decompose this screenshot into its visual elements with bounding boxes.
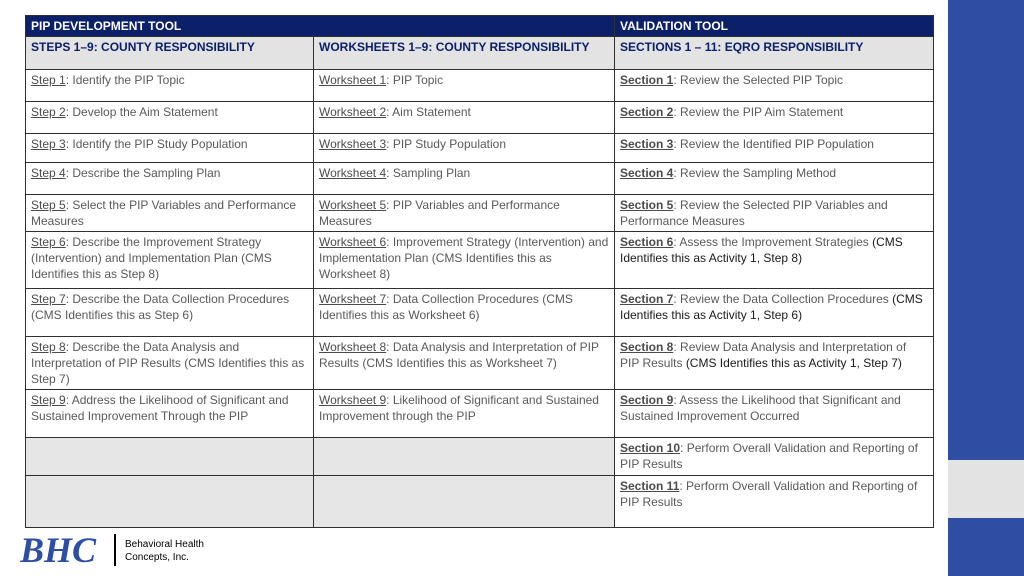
step-text: : Describe the Sampling Plan xyxy=(65,166,221,180)
step-cell xyxy=(26,390,314,438)
steps-column-header: STEPS 1–9: COUNTY RESPONSIBILITY xyxy=(26,37,314,70)
section-cell xyxy=(615,232,934,289)
table-row xyxy=(26,195,934,232)
worksheet-cell xyxy=(314,390,615,438)
section-link[interactable]: Section 5 xyxy=(620,198,674,212)
step-text: : Select the PIP Variables and Performance Measures xyxy=(31,198,297,228)
step-cell xyxy=(26,195,314,232)
step-link[interactable]: Step 5 xyxy=(31,198,66,212)
section-cms-note: (CMS Identifies this as Activity 1, Step 8) xyxy=(620,235,903,265)
company-name-line2: Concepts, Inc. xyxy=(125,552,189,563)
section-cell xyxy=(615,390,934,438)
empty-step-cell xyxy=(26,476,314,528)
worksheet-cell xyxy=(314,232,615,289)
bhc-logo-text: BHC xyxy=(20,530,97,568)
worksheet-cell xyxy=(314,70,615,102)
section-text: : Perform Overall Validation and Reporting of PIP Results xyxy=(620,441,918,471)
step-cell xyxy=(26,337,314,390)
table-row xyxy=(26,232,934,289)
section-link[interactable]: Section 6 xyxy=(620,235,674,249)
step-link[interactable]: Step 4 xyxy=(31,166,66,180)
table-row xyxy=(26,289,934,337)
step-link[interactable]: Step 6 xyxy=(31,235,66,249)
worksheet-link[interactable]: Worksheet 8 xyxy=(319,340,387,354)
worksheet-cell xyxy=(314,102,615,134)
worksheet-text: : Likelihood of Significant and Sustained Improvement through the PIP xyxy=(319,393,599,423)
section-text: : Assess the Improvement Strategies xyxy=(673,235,873,249)
step-text: : Describe the Improvement Strategy (Intervention) and Implementation Plan (CMS Identifies this as Step 8) xyxy=(31,235,272,281)
worksheet-cell xyxy=(314,163,615,195)
section-link[interactable]: Section 11 xyxy=(620,479,680,493)
table-row xyxy=(26,70,934,102)
worksheet-text: : Improvement Strategy (Intervention) and Implementation Plan (CMS Identifies this as Worksheet 8) xyxy=(319,235,609,281)
bhc-logo xyxy=(20,530,110,568)
side-accent-top xyxy=(948,0,1024,460)
section-cell xyxy=(615,70,934,102)
table-row xyxy=(26,163,934,195)
step-text: : Identify the PIP Study Population xyxy=(65,137,248,151)
step-cell xyxy=(26,134,314,163)
section-text: : Review the Selected PIP Variables and Performance Measures xyxy=(620,198,888,228)
step-link[interactable]: Step 3 xyxy=(31,137,66,151)
section-link[interactable]: Section 2 xyxy=(620,105,674,119)
worksheet-link[interactable]: Worksheet 5 xyxy=(319,198,387,212)
sections-column-header: SECTIONS 1 – 11: EQRO RESPONSIBILITY xyxy=(615,37,934,70)
worksheet-link[interactable]: Worksheet 7 xyxy=(319,292,387,306)
step-cell xyxy=(26,289,314,337)
table-row xyxy=(26,134,934,163)
step-link[interactable]: Step 1 xyxy=(31,73,66,87)
step-text: : Describe the Data Collection Procedures (CMS Identifies this as Step 6) xyxy=(31,292,290,322)
section-cell xyxy=(615,289,934,337)
worksheet-link[interactable]: Worksheet 6 xyxy=(319,235,387,249)
worksheet-link[interactable]: Worksheet 9 xyxy=(319,393,387,407)
section-text: : Assess the Likelihood that Significant and Sustained Improvement Occurred xyxy=(620,393,901,423)
section-text: : Review the PIP Aim Statement xyxy=(673,105,844,119)
section-text: : Review the Data Collection Procedures xyxy=(673,292,893,306)
worksheet-link[interactable]: Worksheet 4 xyxy=(319,166,387,180)
section-cell xyxy=(615,163,934,195)
worksheet-text: : PIP Study Population xyxy=(386,137,507,151)
table-row xyxy=(26,102,934,134)
step-link[interactable]: Step 2 xyxy=(31,105,66,119)
section-text: : Perform Overall Validation and Reporting of PIP Results xyxy=(620,479,918,509)
section-cms-note: (CMS Identifies this as Activity 1, Step 7) xyxy=(685,356,902,370)
section-cms-note: (CMS Identifies this as Activity 1, Step 6) xyxy=(620,292,923,322)
section-cell xyxy=(615,134,934,163)
empty-worksheet-cell xyxy=(314,476,615,528)
step-link[interactable]: Step 9 xyxy=(31,393,66,407)
step-link[interactable]: Step 8 xyxy=(31,340,66,354)
section-link[interactable]: Section 3 xyxy=(620,137,674,151)
section-cell xyxy=(615,102,934,134)
worksheet-cell xyxy=(314,195,615,232)
pip-development-tool-header: PIP DEVELOPMENT TOOL xyxy=(26,16,615,37)
side-accent-bar xyxy=(948,0,1024,576)
side-accent-bottom xyxy=(948,518,1024,576)
empty-worksheet-cell xyxy=(314,438,615,476)
worksheet-cell xyxy=(314,289,615,337)
section-text: : Review the Identified PIP Population xyxy=(673,137,874,151)
pip-tool-table xyxy=(25,15,934,528)
section-link[interactable]: Section 9 xyxy=(620,393,674,407)
worksheet-text: : PIP Variables and Performance Measures xyxy=(319,198,560,228)
worksheet-text: : PIP Topic xyxy=(386,73,444,87)
step-cell xyxy=(26,232,314,289)
step-cell xyxy=(26,163,314,195)
section-link[interactable]: Section 7 xyxy=(620,292,674,306)
worksheet-text: : Data Analysis and Interpretation of PIP Results (CMS Identifies this as Worksheet 7) xyxy=(319,340,599,370)
worksheet-text: : Aim Statement xyxy=(386,105,471,119)
side-accent-middle xyxy=(948,460,1024,518)
step-text: : Develop the Aim Statement xyxy=(65,105,218,119)
section-link[interactable]: Section 8 xyxy=(620,340,674,354)
section-text: : Review the Selected PIP Topic xyxy=(673,73,844,87)
step-text: : Address the Likelihood of Significant and Sustained Improvement Through the PIP xyxy=(31,393,289,423)
logo-divider xyxy=(114,534,116,566)
table-row xyxy=(26,390,934,438)
empty-step-cell xyxy=(26,438,314,476)
section-cell xyxy=(615,195,934,232)
worksheet-link[interactable]: Worksheet 1 xyxy=(319,73,387,87)
table-row xyxy=(26,476,934,528)
company-name xyxy=(125,538,204,564)
worksheet-text: : Sampling Plan xyxy=(386,166,471,180)
section-cell xyxy=(615,476,934,528)
step-text: : Describe the Data Analysis and Interpretation of PIP Results (CMS Identifies this as Step 7) xyxy=(31,340,305,386)
section-link[interactable]: Section 1 xyxy=(620,73,674,87)
company-name-line1: Behavioral Health xyxy=(125,539,204,550)
section-cell xyxy=(615,337,934,390)
table-row xyxy=(26,337,934,390)
section-cell xyxy=(615,438,934,476)
step-text: : Identify the PIP Topic xyxy=(65,73,185,87)
worksheet-cell xyxy=(314,134,615,163)
table-row xyxy=(26,438,934,476)
worksheets-column-header: WORKSHEETS 1–9: COUNTY RESPONSIBILITY xyxy=(314,37,615,70)
validation-tool-header: VALIDATION TOOL xyxy=(615,16,934,37)
step-link[interactable]: Step 7 xyxy=(31,292,66,306)
worksheet-link[interactable]: Worksheet 3 xyxy=(319,137,387,151)
section-link[interactable]: Section 4 xyxy=(620,166,674,180)
section-text: : Review Data Analysis and Interpretation of PIP Results xyxy=(620,340,907,370)
step-cell xyxy=(26,102,314,134)
worksheet-cell xyxy=(314,337,615,390)
worksheet-text: : Data Collection Procedures (CMS Identifies this as Worksheet 6) xyxy=(319,292,573,322)
worksheet-link[interactable]: Worksheet 2 xyxy=(319,105,387,119)
section-text: : Review the Sampling Method xyxy=(673,166,837,180)
step-cell xyxy=(26,70,314,102)
section-link[interactable]: Section 10 xyxy=(620,441,681,455)
